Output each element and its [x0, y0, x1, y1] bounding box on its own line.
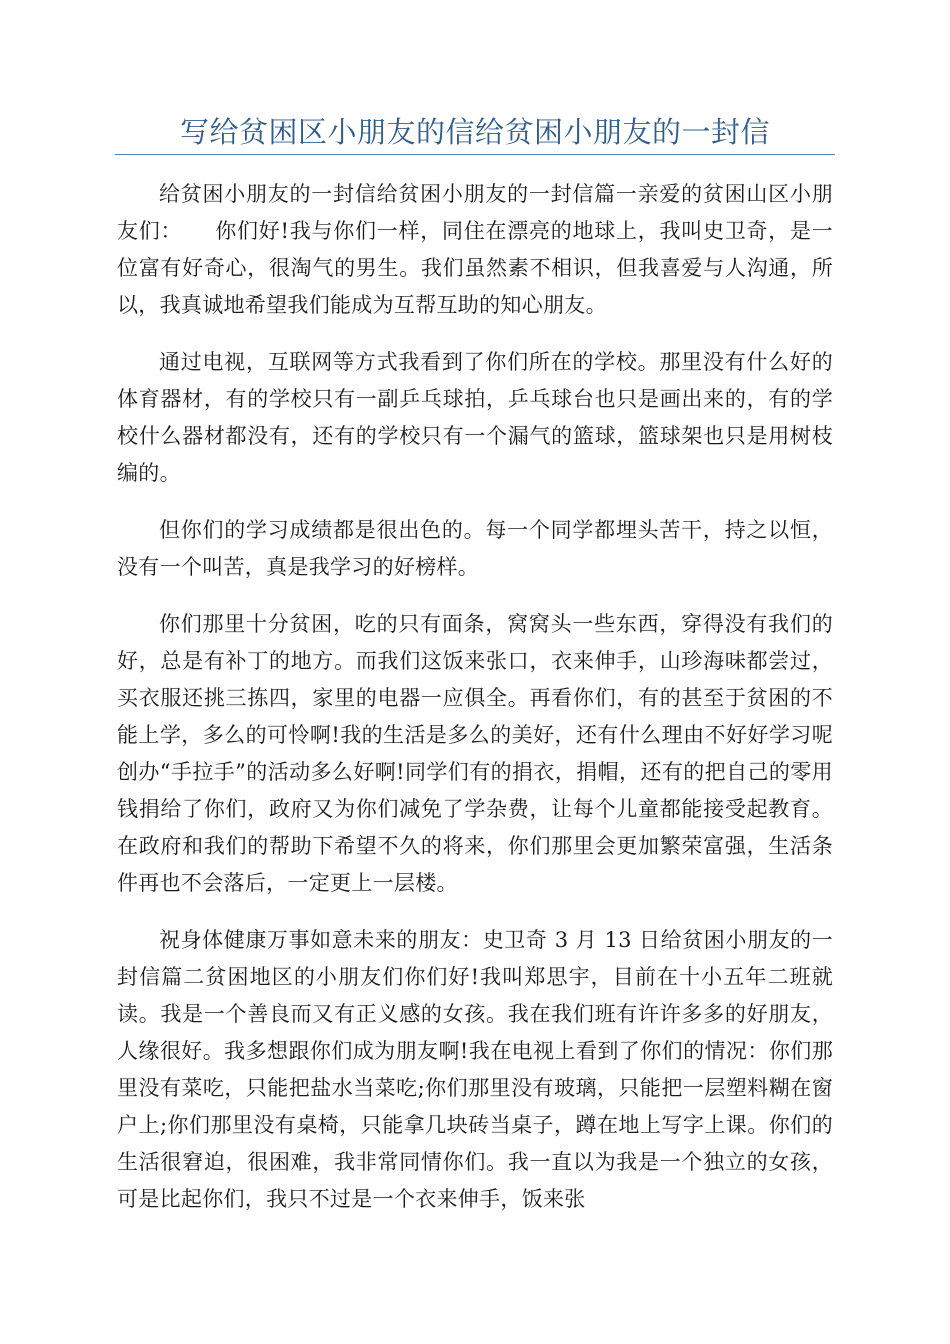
paragraph-4: 你们那里十分贫困，吃的只有面条，窝窝头一些东西，穿得没有我们的好，总是有补丁的地方。而我们这饭来张口，衣来伸手，山珍海味都尝过，买衣服还挑三拣四，家里的电器一应俱全。再看你们，有的甚至于贫困的不能上学，多么的可怜啊!我的生活是多么的美好，还有什么理由不好好学习呢创办“手拉手”的活动多么好啊!同学们有的捐衣，捐帽，还有的把自己的零用钱捐给了你们，政府又为你们减免了学杂费，让每个儿童都能接受起教育。在政府和我们的帮助下希望不久的将来，你们那里会更加繁荣富强，生活条件再也不会落后，一定更上一层楼。: [117, 612, 833, 895]
document-title: 写给贫困区小朋友的信给贫困小朋友的一封信: [179, 115, 770, 149]
paragraph-1: 给贫困小朋友的一封信给贫困小朋友的一封信篇一亲爱的贫困山区小朋友们： 你们好!我与你们一样，同住在漂亮的地球上，我叫史卫奇，是一位富有好奇心，很淘气的男生。我们虽然素不相识，但我喜爱与人沟通，所以，我真诚地希望我们能成为互帮互助的知心朋友。: [117, 182, 833, 317]
paragraph-3: 但你们的学习成绩都是很出色的。每一个同学都埋头苦干，持之以恒，没有一个叫苦，真是我学习的好榜样。: [117, 518, 833, 579]
paragraph-5: 祝身体健康万事如意未来的朋友：史卫奇 3 月 13 日给贫困小朋友的一封信篇二贫困地区的小朋友们你们好!我叫郑思宇，目前在十小五年二班就读。我是一个善良而又有正义感的女孩。我在我们班有许许多多的好朋友，人缘很好。我多想跟你们成为朋友啊!我在电视上看到了你们的情况：你们那里没有菜吃，只能把盐水当菜吃;你们那里没有玻璃，只能把一层塑料糊在窗户上;你们那里没有桌椅，只能拿几块砖当桌子，蹲在地上写字上课。你们的生活很窘迫，很困难，我非常同情你们。我一直以为我是一个独立的女孩，可是比起你们，我只不过是一个衣来伸手，饭来张: [117, 928, 833, 1211]
title-underline: [115, 154, 835, 155]
document-body: [117, 176, 833, 1238]
paragraph-2: 通过电视，互联网等方式我看到了你们所在的学校。那里没有什么好的体育器材，有的学校只有一副乒乓球拍，乒乓球台也只是画出来的，有的学校什么器材都没有，还有的学校只有一个漏气的篮球，篮球架也只是用树枝编的。: [117, 350, 833, 485]
